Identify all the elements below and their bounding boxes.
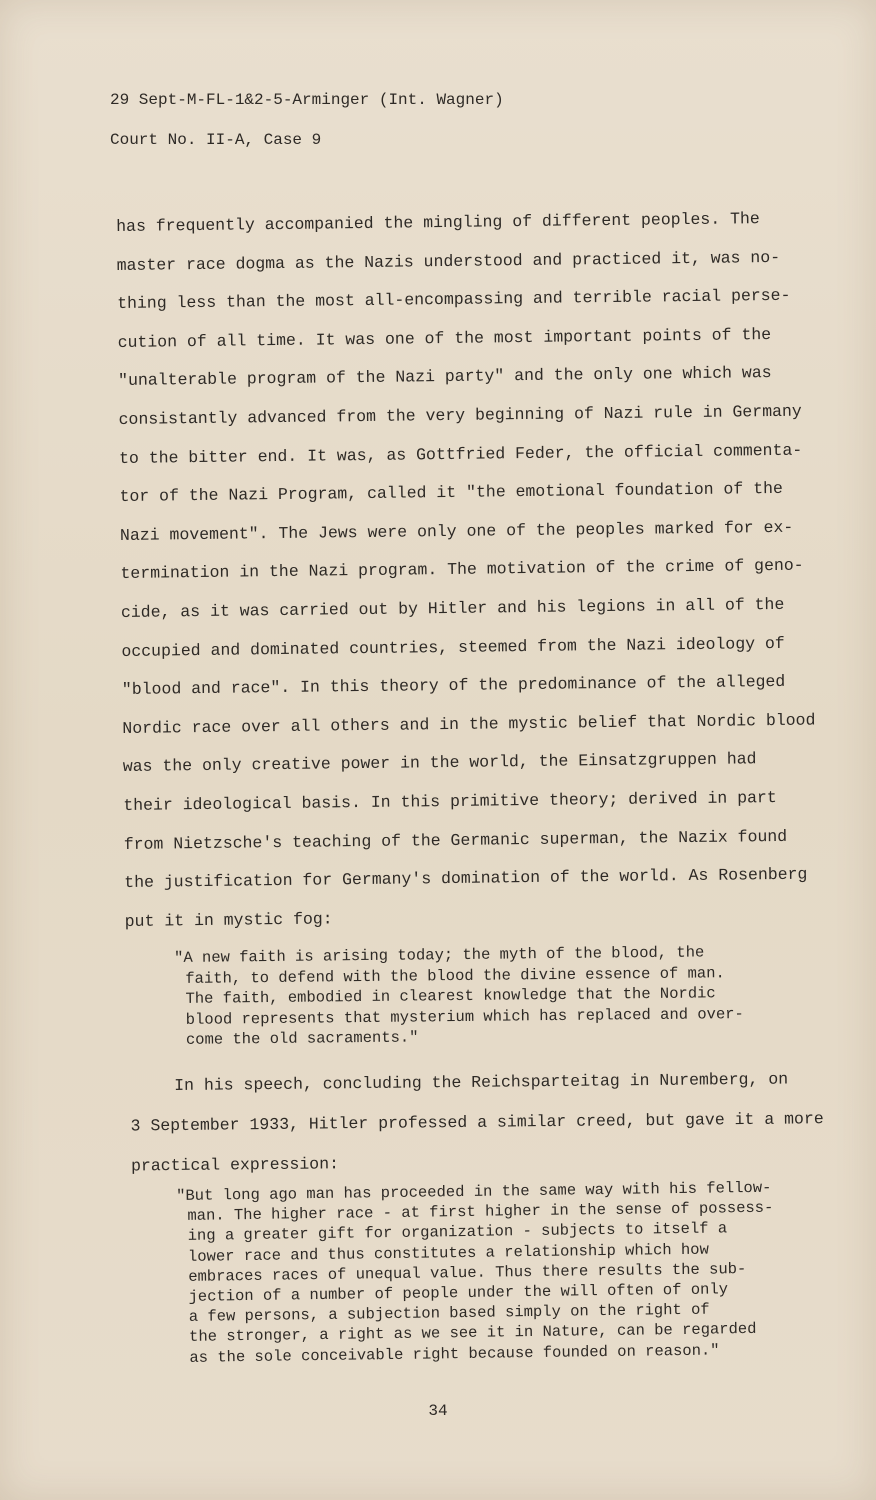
body-line: termination in the Nazi program. The motivation of the crime of geno- (120, 555, 804, 584)
body-line: practical expression: (130, 1154, 340, 1176)
page-number: 34 (428, 1402, 448, 1420)
body-line: was the only creative power in the world, the Einsatzgruppen had (122, 749, 757, 777)
body-line: put it in mystic fog: (124, 909, 333, 931)
body-line: In his speech, concluding the Reichsparteitag in Nuremberg, on (174, 1069, 789, 1095)
hitler-quote (176, 1177, 818, 1368)
court-line: Court No. II-A, Case 9 (110, 131, 322, 149)
quote-line: blood represents that mysterium which has replaced and over- (185, 1004, 744, 1029)
body-line: the justification for Germany's domination of the world. As Rosenberg (124, 864, 808, 893)
body-line: Nordic race over all others and in the mystic belief that Nordic blood (122, 710, 816, 738)
body-line: cution of all time. It was one of the most important points of the (117, 324, 772, 352)
body-line: from Nietzsche's teaching of the Germanic superman, the Nazix found (123, 826, 788, 854)
body-line: "blood and race". In this theory of the predominance of the alleged (121, 671, 786, 700)
quote-line: faith, to defend with the blood the divine essence of man. (185, 963, 725, 988)
body-line: has frequently accompanied the mingling of different peoples. The (116, 209, 760, 236)
body-line: consistantly advanced from the very beginning of Nazi rule in Germany (118, 401, 802, 429)
quote-line: come the old sacraments." (185, 1028, 419, 1049)
body-line: Nazi movement". The Jews were only one of the peoples marked for ex- (119, 517, 794, 545)
body-line: occupied and dominated countries, steemed from the Nazi ideology of (121, 633, 785, 661)
reference-line: 29 Sept-M-FL-1&2-5-Arminger (Int. Wagner) (110, 91, 504, 109)
body-line: their ideological basis. In this primitive theory; derived in part (123, 787, 777, 815)
body-line: "unalterable program of the Nazi party" and the only one which was (117, 363, 772, 391)
rosenberg-quote (174, 942, 775, 1051)
quote-line: lower race and thus constitutes a relationship which how (187, 1240, 709, 1266)
quote-line: "A new faith is arising today; the myth of the blood, the (174, 943, 705, 967)
quote-line: "But long ago man has proceeded in the same way with his fellow- (176, 1178, 772, 1205)
quote-line: embraces races of unequal value. Thus there results the sub- (188, 1259, 747, 1286)
body-line: master race dogma as the Nazis understood and practiced it, was no- (116, 247, 781, 275)
quote-line: as the sole conceivable right because founded on reason." (189, 1341, 720, 1367)
document-header (110, 80, 750, 160)
quote-line: ing a greater gift for organization - subjects to itself a (187, 1219, 728, 1246)
quote-line: man. The higher race - at first higher in the sense of possess- (187, 1198, 774, 1226)
quote-line: jection of a number of people under the will often of only (188, 1280, 729, 1306)
quote-line: The faith, embodied in clearest knowledge that the Nordic (185, 984, 716, 1008)
body-line: 3 September 1933, Hitler professed a similar creed, but gave it a more (130, 1109, 824, 1136)
body-paragraph (116, 200, 815, 942)
quote-line: the stronger, a right as we see it in Nature, can be regarded (188, 1320, 757, 1347)
body-line: tor of the Nazi Program, called it "the emotional foundation of the (119, 479, 784, 507)
quote-line: a few persons, a subjection based simply on the right of (188, 1300, 710, 1327)
body-line: cide, as it was carried out by Hitler and his legions in all of the (120, 594, 785, 622)
hitler-speech-paragraph (130, 1059, 824, 1186)
body-line: to the bitter end. It was, as Gottfried Feder, the official commenta- (118, 440, 803, 468)
body-line: thing less than the most all-encompassing and terrible racial perse- (117, 285, 791, 314)
